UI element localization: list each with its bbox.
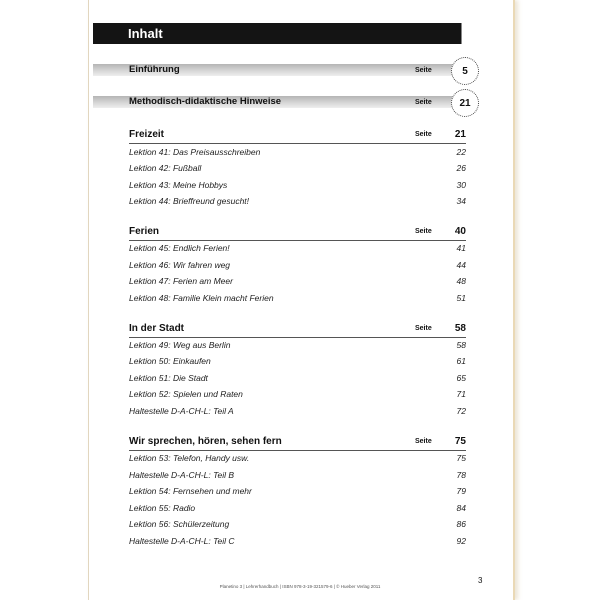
divider [129, 240, 466, 241]
toc-item-page: 61 [456, 356, 466, 366]
toc-item: Lektion 45: Endlich Ferien! [129, 243, 230, 253]
group-seite-label: Seite [415, 131, 432, 138]
toc-item-page: 30 [456, 180, 466, 190]
toc-item-page: 72 [456, 406, 466, 416]
group-page-number: 75 [454, 436, 466, 447]
toc-item-page: 22 [456, 147, 466, 157]
section-seite-label: Seite [415, 99, 432, 106]
toc-item: Lektion 46: Wir fahren weg [129, 260, 231, 270]
group-title-freizeit: Freizeit [129, 129, 165, 140]
toc-item-page: 48 [456, 276, 466, 286]
header-tab [461, 23, 472, 44]
section-page-number: 5 [462, 65, 468, 77]
toc-item: Lektion 52: Spielen und Raten [129, 389, 243, 399]
group-page-number: 40 [454, 226, 466, 237]
toc-item-page: 26 [456, 163, 466, 173]
toc-item-page: 58 [456, 340, 466, 350]
group-title-ferien: Ferien [129, 226, 160, 237]
group-seite-label: Seite [415, 325, 432, 332]
toc-item: Lektion 41: Das Preisausschreiben [129, 147, 261, 157]
toc-item: Lektion 43: Meine Hobbys [129, 180, 228, 190]
toc-item-page: 71 [456, 389, 466, 399]
group-title-in-der-stadt: In der Stadt [129, 323, 185, 334]
group-title-wir-sprechen: Wir sprechen, hören, sehen fern [129, 436, 282, 447]
toc-item-page: 92 [456, 536, 466, 546]
divider [129, 450, 466, 451]
toc-item: Lektion 53: Telefon, Handy usw. [129, 453, 250, 463]
section-page-number: 21 [459, 97, 471, 109]
toc-item-page: 86 [456, 519, 466, 529]
toc-item-page: 51 [456, 293, 466, 303]
group-page-number: 21 [454, 129, 466, 140]
toc-item-page: 34 [456, 196, 466, 206]
page-title: Inhalt [128, 26, 163, 41]
divider [129, 337, 466, 338]
divider [129, 143, 466, 144]
toc-item: Lektion 56: Schülerzeitung [129, 519, 230, 529]
toc-item: Lektion 47: Ferien am Meer [129, 276, 233, 286]
toc-item: Lektion 50: Einkaufen [129, 356, 211, 366]
section-page-circle [451, 89, 479, 117]
section-title-einfuehrung: Einführung [129, 64, 180, 75]
toc-item-page: 75 [456, 453, 466, 463]
group-seite-label: Seite [415, 228, 432, 235]
section-seite-label: Seite [415, 67, 432, 74]
page-number: 3 [478, 576, 483, 585]
toc-item-page: 41 [456, 243, 466, 253]
toc-item: Lektion 55: Radio [129, 503, 196, 513]
toc-item: Haltestelle D-A-CH-L: Teil A [129, 406, 234, 416]
group-page-number: 58 [454, 323, 466, 334]
toc-item-page: 65 [456, 373, 466, 383]
toc-item: Haltestelle D-A-CH-L: Teil B [129, 470, 235, 480]
section-title-hinweise: Methodisch-didaktische Hinweise [129, 96, 282, 107]
toc-item-page: 79 [456, 486, 466, 496]
section-page-circle [451, 57, 479, 85]
toc-item: Lektion 44: Brieffreund gesucht! [129, 196, 250, 206]
toc-item-page: 84 [456, 503, 466, 513]
toc-item: Lektion 48: Familie Klein macht Ferien [129, 293, 274, 303]
toc-item: Lektion 49: Weg aus Berlin [129, 340, 231, 350]
toc-item: Lektion 54: Fernsehen und mehr [129, 486, 252, 496]
toc-item: Lektion 51: Die Stadt [129, 373, 208, 383]
toc-item-page: 78 [456, 470, 466, 480]
footer-imprint: Planetino 3 | Lehrerhandbuch | ISBN 978-3-19-321579-6 | © Hueber Verlag 2011 [219, 584, 381, 589]
toc-item-page: 44 [456, 260, 466, 270]
group-seite-label: Seite [415, 438, 432, 445]
toc-item: Lektion 42: Fußball [129, 163, 202, 173]
toc-item: Haltestelle D-A-CH-L: Teil C [129, 536, 235, 546]
